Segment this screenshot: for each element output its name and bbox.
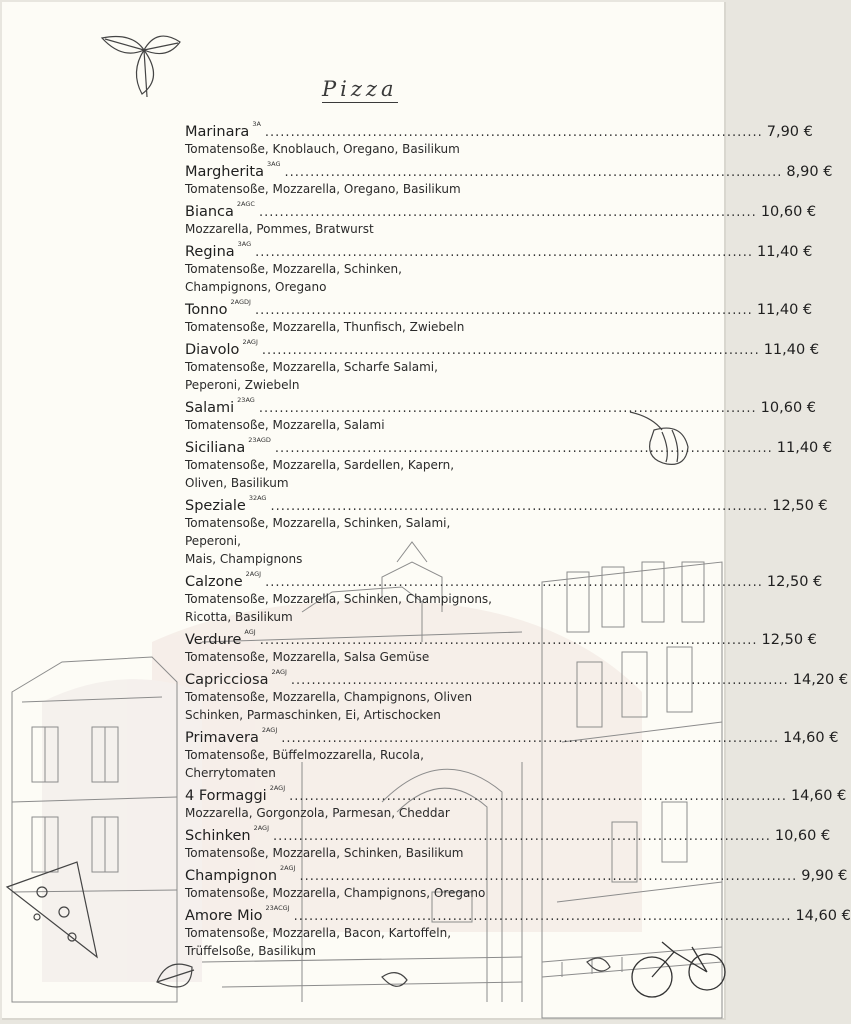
pizza-name-text: Champignon	[185, 868, 278, 884]
pizza-price: 10,60 €	[760, 400, 817, 416]
pizza-price: 12,50 €	[761, 632, 817, 648]
menu-item-row	[185, 158, 833, 180]
pizza-ingredients: Mozzarella, Gorgonzola, Parmesan, Cheddar	[185, 806, 450, 820]
menu-item	[185, 118, 813, 158]
menu-item	[185, 158, 833, 198]
pizza-ingredients: Trüffelsoße, Basilikum	[185, 944, 316, 958]
dot-leader: .................................................................................................	[274, 441, 773, 456]
pizza-name	[185, 120, 261, 140]
allergen-code: 2AGJ	[245, 570, 262, 578]
pizza-name	[185, 200, 255, 220]
dot-leader: .................................................................................................	[264, 125, 763, 140]
menu-item	[185, 434, 833, 492]
allergen-code: 3AG	[237, 240, 252, 248]
pizza-price: 10,60 €	[760, 204, 817, 220]
pizza-name-text: Verdure	[185, 632, 242, 648]
menu-item	[185, 492, 828, 568]
menu-item	[185, 822, 831, 862]
menu-item	[185, 198, 817, 238]
dot-leader: .................................................................................................	[258, 205, 757, 220]
menu-item-row	[185, 198, 817, 220]
allergen-code: 2AGDJ	[230, 298, 251, 306]
menu-item	[185, 394, 817, 434]
pizza-name	[185, 726, 278, 746]
pizza-name-text: Primavera	[185, 730, 259, 746]
pizza-ingredients: Tomatensoße, Mozzarella, Champignons, Oregano	[185, 886, 486, 900]
menu-item	[185, 782, 847, 822]
pizza-name	[185, 298, 251, 318]
pizza-price: 11,40 €	[756, 302, 813, 318]
pizza-name-text: Speziale	[185, 498, 246, 514]
pizza-ingredients: Tomatensoße, Knoblauch, Oregano, Basilikum	[185, 142, 460, 156]
allergen-code: 23ACGJ	[265, 904, 290, 912]
allergen-code: 32AG	[248, 494, 267, 502]
dot-leader: .................................................................................................	[259, 633, 758, 648]
pizza-menu-list	[185, 118, 851, 960]
pizza-name-text: Salami	[185, 400, 235, 416]
allergen-code: 3AG	[266, 160, 281, 168]
menu-item-row	[185, 626, 817, 648]
menu-item-row	[185, 394, 817, 416]
menu-item-row	[185, 862, 848, 884]
pizza-ingredients: Tomatensoße, Mozzarella, Schinken, Champignons,	[185, 592, 492, 606]
menu-item	[185, 568, 823, 626]
basil-leaf-sketch	[102, 36, 180, 97]
allergen-code: 2AGC	[236, 200, 255, 208]
pizza-ingredients: Oliven, Basilikum	[185, 476, 289, 490]
pizza-price: 11,40 €	[776, 440, 833, 456]
menu-item-row	[185, 568, 823, 590]
pizza-ingredients: Tomatensoße, Mozzarella, Schinken,	[185, 262, 402, 276]
pizza-ingredients: Tomatensoße, Mozzarella, Schinken, Salami, Peperoni,	[185, 516, 451, 548]
pizza-ingredients: Tomatensoße, Mozzarella, Oregano, Basilikum	[185, 182, 461, 196]
section-title: Pizza	[322, 77, 398, 101]
pizza-name	[185, 628, 256, 648]
menu-item-row	[185, 724, 839, 746]
dot-leader: .................................................................................................	[284, 165, 783, 180]
pizza-name-text: Diavolo	[185, 342, 240, 358]
pizza-price: 12,50 €	[766, 574, 823, 590]
dot-leader: .................................................................................................	[254, 303, 753, 318]
pizza-name	[185, 784, 286, 804]
pizza-ingredients: Ricotta, Basilikum	[185, 610, 293, 624]
pizza-price: 10,60 €	[774, 828, 831, 844]
pizza-name	[185, 668, 287, 688]
dot-leader: .................................................................................................	[281, 731, 780, 746]
pizza-name-text: Siciliana	[185, 440, 246, 456]
menu-item-row	[185, 782, 847, 804]
pizza-ingredients: Tomatensoße, Mozzarella, Bacon, Kartoffeln,	[185, 926, 452, 940]
dot-leader: .................................................................................................	[265, 575, 763, 590]
pizza-price: 7,90 €	[766, 124, 813, 140]
pizza-name-text: Tonno	[185, 302, 228, 318]
pizza-name-text: Regina	[185, 244, 235, 260]
pizza-name	[185, 864, 296, 884]
pizza-ingredients: Tomatensoße, Mozzarella, Champignons, Oliven	[185, 690, 473, 704]
pizza-ingredients: Tomatensoße, Mozzarella, Sardellen, Kapern,	[185, 458, 455, 472]
pizza-name	[185, 338, 258, 358]
menu-item-row	[185, 666, 849, 688]
allergen-code: 2AGJ	[261, 726, 278, 734]
allergen-code: AGJ	[244, 628, 256, 636]
dot-leader: .................................................................................................	[290, 673, 789, 688]
pizza-ingredients: Tomatensoße, Mozzarella, Schinken, Basilikum	[185, 846, 464, 860]
menu-page	[2, 2, 851, 1020]
pizza-ingredients: Tomatensoße, Mozzarella, Thunfisch, Zwiebeln	[185, 320, 465, 334]
garlic-sketch	[630, 412, 688, 464]
pizza-name	[185, 570, 262, 590]
pizza-price: 14,60 €	[795, 908, 851, 924]
menu-item-row	[185, 336, 820, 358]
menu-item	[185, 902, 851, 960]
allergen-code: 2AGJ	[280, 864, 296, 872]
dot-leader: .................................................................................................	[289, 789, 787, 804]
allergen-code: 2AGJ	[271, 668, 287, 676]
pizza-price: 8,90 €	[786, 164, 833, 180]
menu-item	[185, 238, 813, 296]
menu-item	[185, 626, 817, 666]
menu-item	[185, 862, 848, 902]
pizza-name	[185, 904, 290, 924]
dot-leader: .................................................................................................	[293, 909, 792, 924]
dot-leader: .................................................................................................	[258, 401, 757, 416]
pizza-ingredients: Tomatensoße, Mozzarella, Salami	[185, 418, 385, 432]
menu-item-row	[185, 118, 813, 140]
allergen-code: 3A	[252, 120, 261, 128]
pizza-price: 14,20 €	[792, 672, 849, 688]
menu-item	[185, 296, 813, 336]
dot-leader: .................................................................................................	[261, 343, 760, 358]
menu-item-row	[185, 238, 813, 260]
pizza-price: 12,50 €	[772, 498, 828, 514]
pizza-price: 11,40 €	[757, 244, 813, 260]
pizza-name	[185, 160, 281, 180]
pizza-ingredients: Schinken, Parmaschinken, Ei, Artischocken	[185, 708, 441, 722]
menu-item-row	[185, 434, 833, 456]
dot-leader: .................................................................................................	[299, 869, 798, 884]
pizza-name-text: 4 Formaggi	[185, 788, 267, 804]
pizza-name-text: Margherita	[185, 164, 264, 180]
allergen-code: 2AGJ	[269, 784, 286, 792]
pizza-ingredients: Tomatensoße, Mozzarella, Salsa Gemüse	[185, 650, 430, 664]
pizza-price: 9,90 €	[801, 868, 848, 884]
menu-item	[185, 336, 820, 394]
pizza-ingredients: Peperoni, Zwiebeln	[185, 378, 300, 392]
pizza-ingredients: Champignons, Oregano	[185, 280, 327, 294]
pizza-ingredients: Tomatensoße, Büffelmozzarella, Rucola, Cherrytomaten	[185, 748, 424, 780]
pizza-name-text: Bianca	[185, 204, 234, 220]
pizza-name-text: Schinken	[185, 828, 251, 844]
pizza-price: 14,60 €	[783, 730, 839, 746]
dot-leader: .................................................................................................	[270, 499, 769, 514]
pizza-price: 14,60 €	[790, 788, 847, 804]
menu-item-row	[185, 296, 813, 318]
pizza-name	[185, 824, 269, 844]
pizza-name	[185, 240, 252, 260]
allergen-code: 23AGD	[248, 436, 271, 444]
menu-item	[185, 724, 839, 782]
pizza-name-text: Capricciosa	[185, 672, 269, 688]
allergen-code: 2AGJ	[242, 338, 258, 346]
pizza-ingredients: Mais, Champignons	[185, 552, 303, 566]
pizza-name	[185, 396, 255, 416]
menu-item-row	[185, 492, 828, 514]
menu-item	[185, 666, 849, 724]
menu-item-row	[185, 902, 851, 924]
pizza-ingredients: Mozzarella, Pommes, Bratwurst	[185, 222, 374, 236]
menu-item-row	[185, 822, 831, 844]
pizza-name-text: Amore Mio	[185, 908, 263, 924]
pizza-ingredients: Tomatensoße, Mozzarella, Scharfe Salami,	[185, 360, 438, 374]
pizza-name	[185, 494, 267, 514]
allergen-code: 23AG	[237, 396, 255, 404]
pizza-price: 11,40 €	[763, 342, 820, 358]
dot-leader: .................................................................................................	[255, 245, 754, 260]
dot-leader: .................................................................................................	[273, 829, 771, 844]
pizza-name-text: Calzone	[185, 574, 243, 590]
pizza-name	[185, 436, 271, 456]
allergen-code: 2AGJ	[253, 824, 269, 832]
pizza-name-text: Marinara	[185, 124, 250, 140]
